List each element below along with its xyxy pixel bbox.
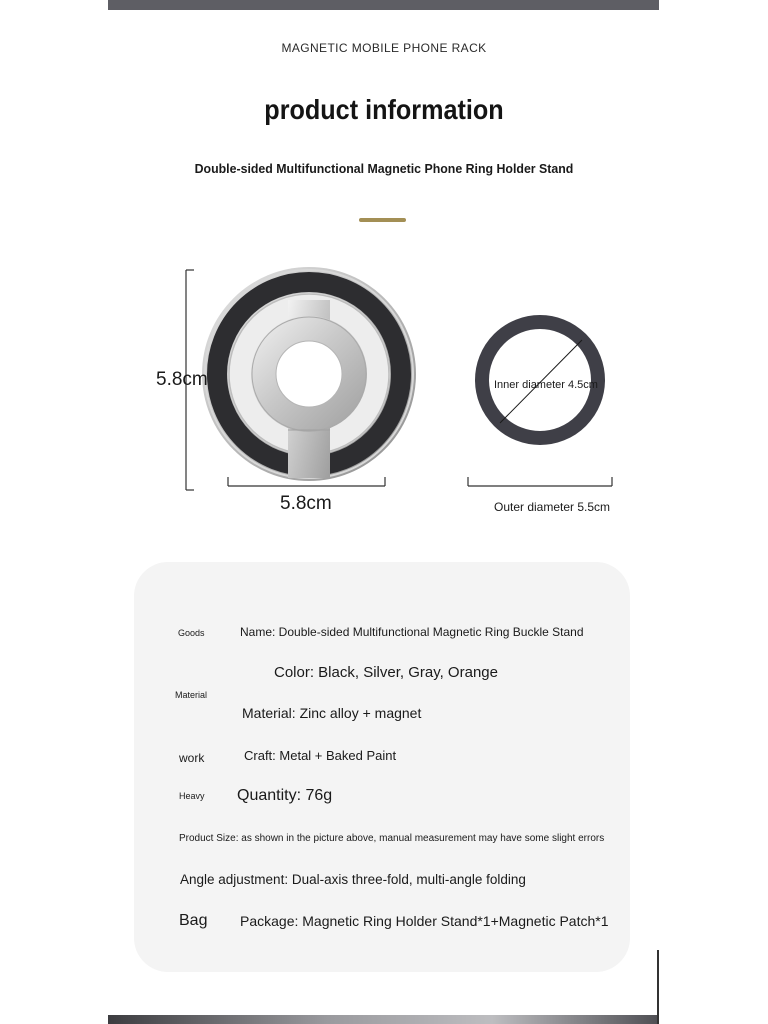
spec-name: Name: Double-sided Multifunctional Magnetic Ring Buckle Stand	[240, 625, 584, 639]
spec-color: Color: Black, Silver, Gray, Orange	[274, 664, 498, 681]
height-label: 5.8cm	[156, 369, 208, 390]
spec-material: Material: Zinc alloy + magnet	[242, 705, 422, 721]
bottom-image-strip	[108, 1015, 657, 1024]
material-tag: Material	[175, 690, 208, 700]
spec-package: Package: Magnetic Ring Holder Stand*1+Magnetic Patch*1	[240, 913, 609, 929]
brand-heading: MAGNETIC MOBILE PHONE RACK	[281, 41, 487, 55]
spec-quantity: Quantity: 76g	[237, 787, 333, 804]
ring-holder-image	[202, 267, 416, 481]
outer-diameter-label: Outer diameter 5.5cm	[494, 500, 611, 514]
page-subtitle: Double-sided Multifunctional Magnetic Phone Ring Holder Stand	[194, 161, 574, 176]
goods-tag: Goods	[178, 628, 205, 638]
work-tag: work	[179, 751, 205, 765]
spec-card	[134, 562, 630, 972]
spec-size: Product Size: as shown in the picture above, manual measurement may have some slight errors	[179, 833, 605, 844]
bag-tag: Bag	[179, 912, 208, 929]
page-title: product information	[264, 94, 504, 125]
outer-diameter-bracket	[468, 477, 612, 486]
spec-craft: Craft: Metal + Baked Paint	[244, 748, 397, 763]
inner-diameter-label: Inner diameter 4.5cm	[494, 379, 598, 391]
bottom-edge-line	[657, 950, 659, 1024]
spec-angle: Angle adjustment: Dual-axis three-fold, multi-angle folding	[180, 872, 526, 887]
heavy-tag: Heavy	[179, 791, 205, 801]
width-label: 5.8cm	[280, 493, 332, 514]
